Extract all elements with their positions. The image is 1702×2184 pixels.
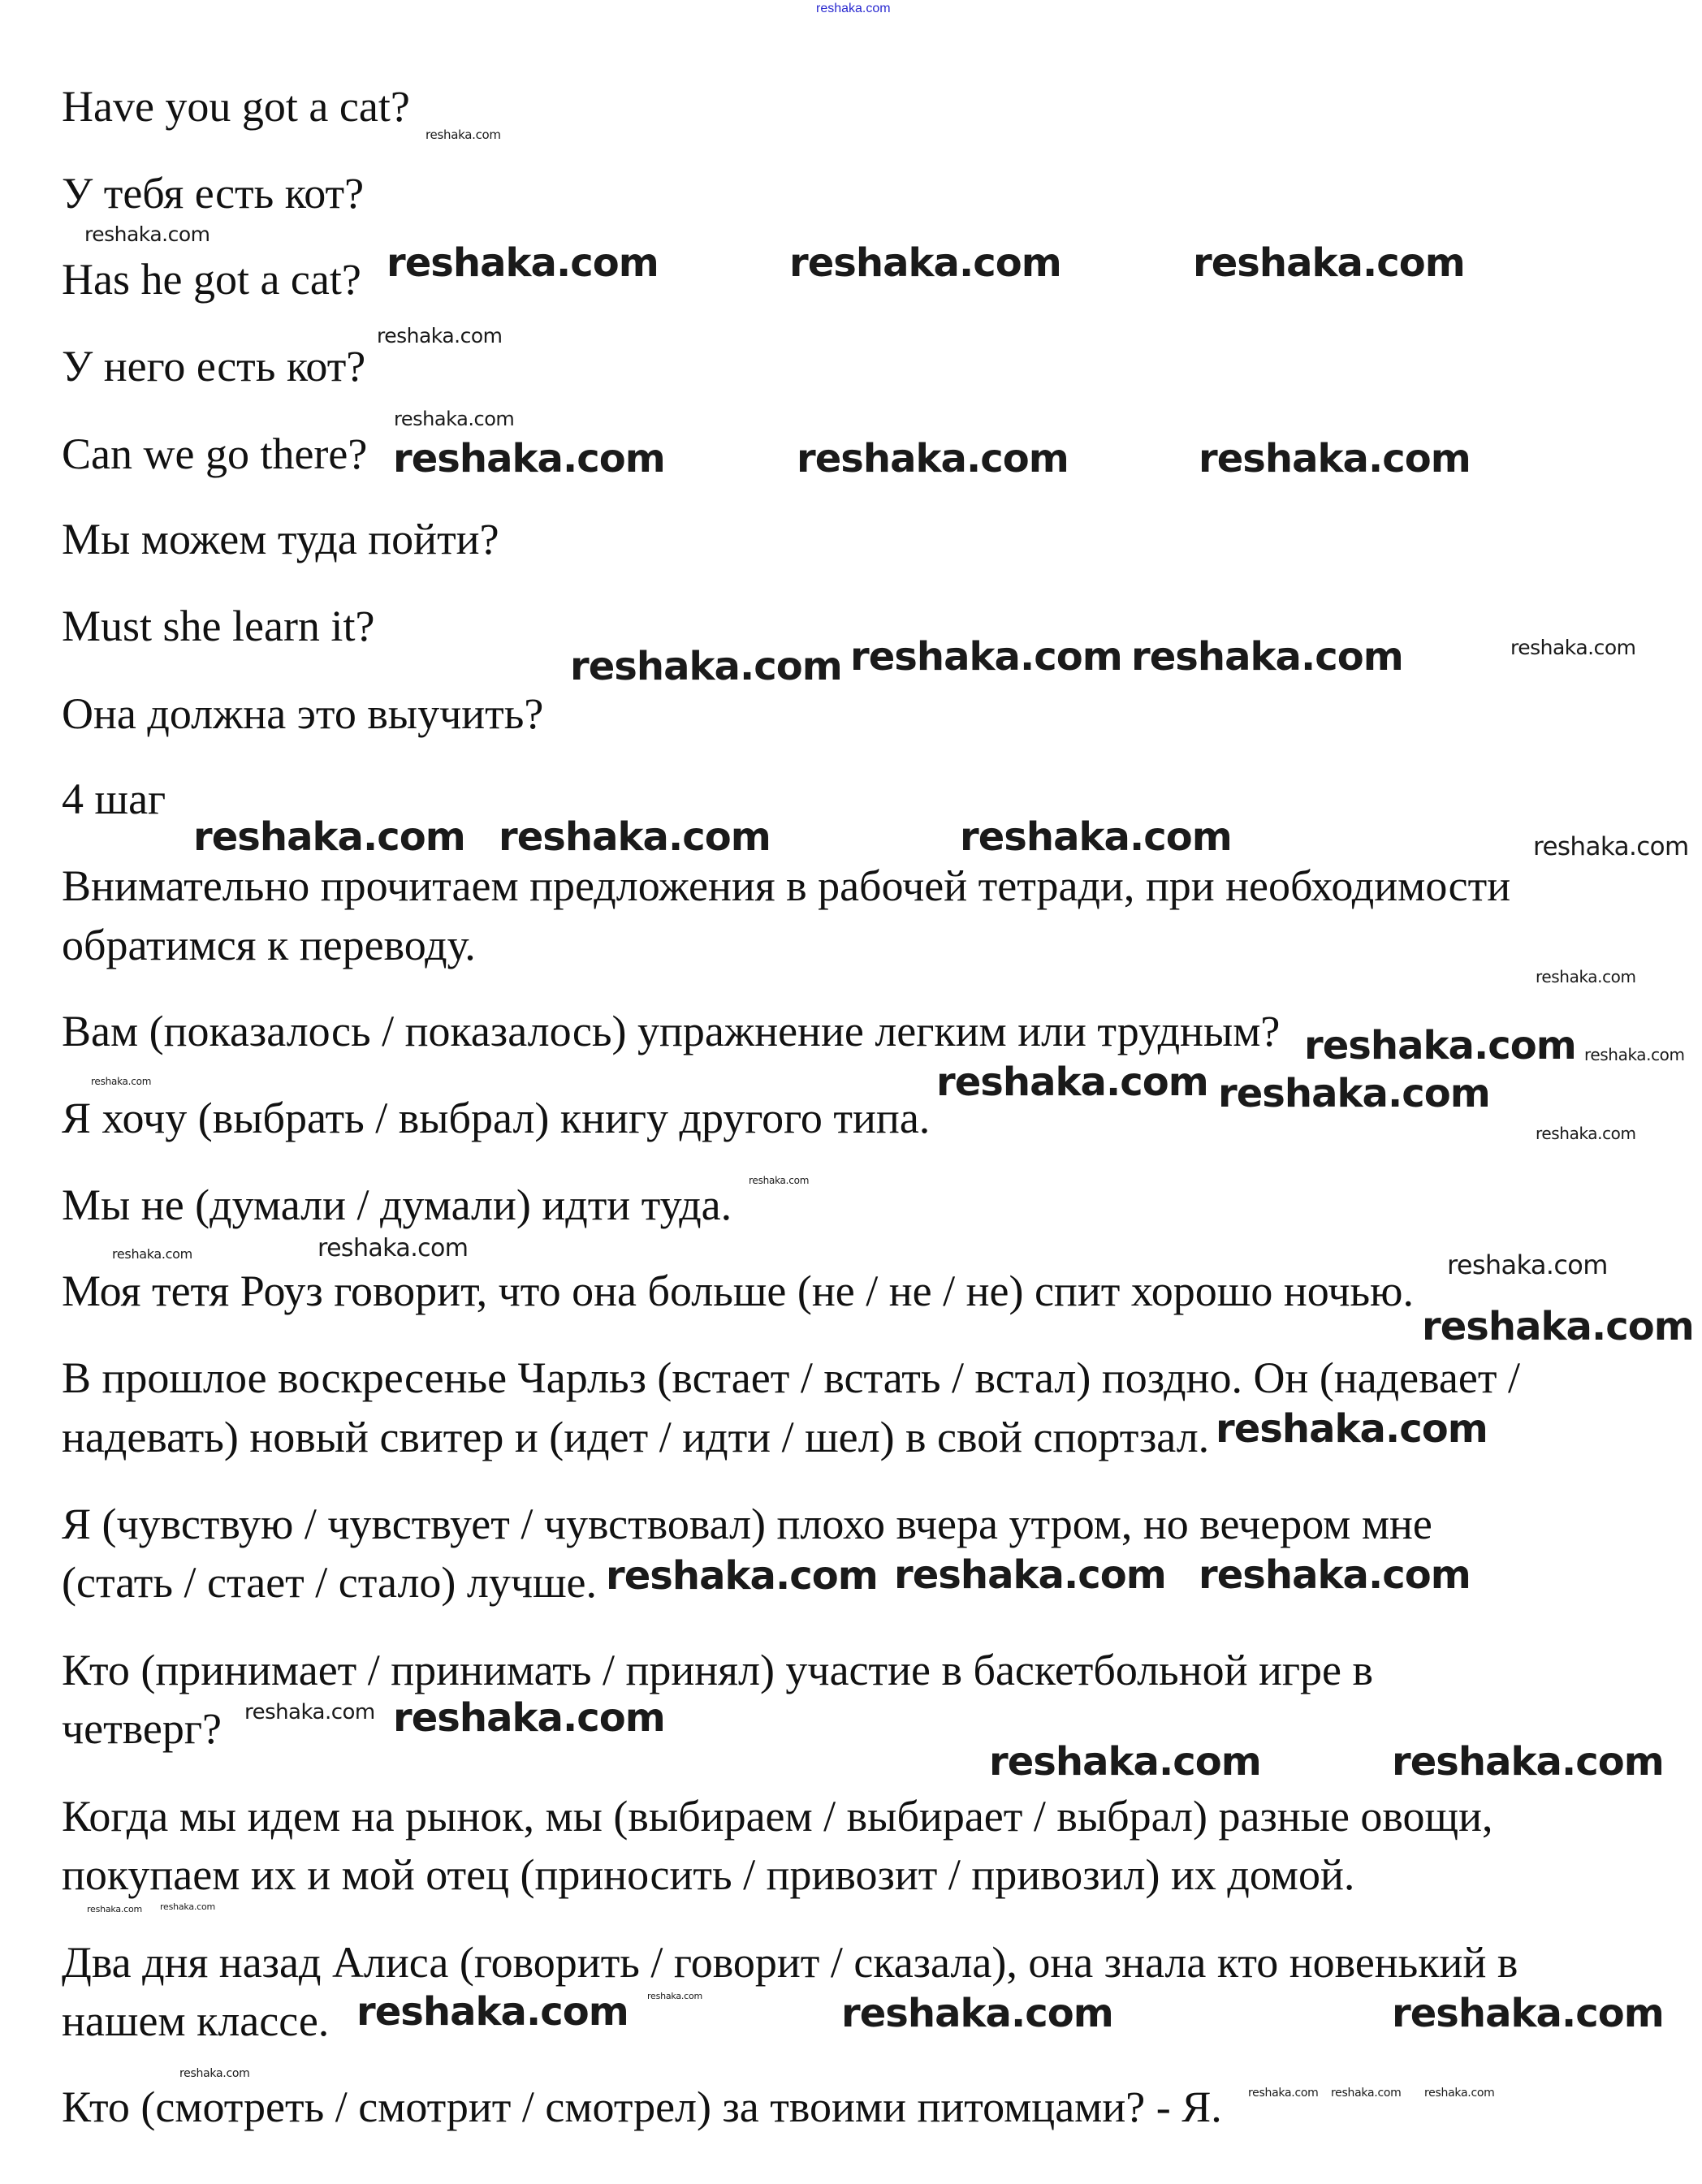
watermark: reshaka.com xyxy=(1447,1250,1608,1280)
text-line: надевать) новый свитер и (идет / идти / шел) в свой спортзал. xyxy=(62,1413,1210,1461)
text-line: Have you got a cat? xyxy=(62,82,410,131)
watermark: reshaka.com xyxy=(112,1246,192,1262)
watermark: reshaka.com xyxy=(789,240,1061,286)
watermark: reshaka.com xyxy=(1331,2087,1402,2100)
watermark: reshaka.com xyxy=(160,1901,215,1912)
watermark: reshaka.com xyxy=(377,324,503,347)
watermark: reshaka.com xyxy=(426,127,501,142)
text-line: Has he got a cat? xyxy=(62,255,361,304)
text-line: Моя тетя Роуз говорит, что она больше (не / не / не) спит хорошо ночью. xyxy=(62,1267,1414,1315)
watermark: reshaka.com xyxy=(749,1175,810,1186)
watermark: reshaka.com xyxy=(1218,1071,1490,1116)
watermark: reshaka.com xyxy=(894,1552,1166,1598)
watermark: reshaka.com xyxy=(570,644,842,689)
watermark: reshaka.com xyxy=(1199,436,1471,481)
step-heading: 4 шаг xyxy=(62,775,166,823)
watermark: reshaka.com xyxy=(1510,636,1636,659)
watermark: reshaka.com xyxy=(387,240,659,286)
text-line: Я хочу (выбрать / выбрал) книгу другого типа. xyxy=(62,1094,931,1142)
watermark: reshaka.com xyxy=(1131,634,1403,680)
watermark: reshaka.com xyxy=(797,436,1069,481)
watermark: reshaka.com xyxy=(393,1695,665,1741)
text-line: Кто (принимает / принимать / принял) участие в баскетбольной игре в xyxy=(62,1646,1373,1694)
text-line: нашем классе. xyxy=(62,1996,330,2045)
text-line: Когда мы идем на рынок, мы (выбираем / выбирает / выбрал) разные овощи, xyxy=(62,1792,1493,1841)
text-line: обратимся к переводу. xyxy=(62,921,476,969)
watermark: reshaka.com xyxy=(499,814,771,860)
watermark: reshaka.com xyxy=(394,408,515,430)
watermark: reshaka.com xyxy=(87,1904,142,1914)
watermark: reshaka.com xyxy=(936,1060,1208,1105)
watermark: reshaka.com xyxy=(1422,1304,1694,1349)
watermark: reshaka.com xyxy=(1424,2087,1495,2100)
watermark: reshaka.com xyxy=(960,814,1232,860)
text-line: У него есть кот? xyxy=(62,342,366,391)
text-line: Кто (смотреть / смотрит / смотрел) за твоими питомцами? - Я. xyxy=(62,2083,1222,2131)
watermark: reshaka.com xyxy=(1536,1124,1636,1143)
watermark: reshaka.com xyxy=(179,2067,250,2080)
watermark: reshaka.com xyxy=(356,1989,629,2035)
watermark: reshaka.com xyxy=(647,1991,702,2001)
text-line: Must she learn it? xyxy=(62,602,375,650)
watermark: reshaka.com xyxy=(1392,1991,1664,2036)
watermark: reshaka.com xyxy=(841,1991,1113,2036)
text-line: Она должна это выучить? xyxy=(62,689,544,738)
text-line: Внимательно прочитаем предложения в рабочей тетради, при необходимости xyxy=(62,861,1511,910)
text-line: В прошлое воскресенье Чарльз (встает / встать / встал) поздно. Он (надевает / xyxy=(62,1353,1520,1402)
text-line: Вам (показалось / показалось) упражнение легким или трудным? xyxy=(62,1007,1281,1055)
watermark: reshaka.com xyxy=(1216,1406,1488,1452)
header-watermark: reshaka.com xyxy=(816,2,891,15)
watermark: reshaka.com xyxy=(1533,832,1689,861)
watermark: reshaka.com xyxy=(850,634,1122,680)
watermark: reshaka.com xyxy=(1304,1023,1576,1068)
text-line: У тебя есть кот? xyxy=(62,169,365,218)
watermark: reshaka.com xyxy=(1248,2087,1319,2100)
watermark: reshaka.com xyxy=(1199,1552,1471,1598)
watermark: reshaka.com xyxy=(318,1234,469,1262)
watermark: reshaka.com xyxy=(91,1076,152,1087)
watermark: reshaka.com xyxy=(1193,240,1465,286)
text-line: Два дня назад Алиса (говорить / говорит / сказала), она знала кто новенький в xyxy=(62,1938,1518,1987)
text-line: Мы можем туда пойти? xyxy=(62,515,499,563)
text-line: Can we go there? xyxy=(62,429,368,478)
watermark: reshaka.com xyxy=(606,1553,878,1599)
watermark: reshaka.com xyxy=(1584,1045,1685,1064)
watermark: reshaka.com xyxy=(1536,967,1636,986)
watermark: reshaka.com xyxy=(244,1700,375,1724)
watermark: reshaka.com xyxy=(84,222,210,246)
text-line: покупаем их и мой отец (приносить / привозит / привозил) их домой. xyxy=(62,1850,1355,1899)
watermark: reshaka.com xyxy=(989,1739,1261,1785)
text-line: четверг? xyxy=(62,1704,222,1753)
text-line: Мы не (думали / думали) идти туда. xyxy=(62,1180,732,1229)
watermark: reshaka.com xyxy=(193,814,465,860)
watermark: reshaka.com xyxy=(393,436,665,481)
text-line: Я (чувствую / чувствует / чувствовал) плохо вчера утром, но вечером мне xyxy=(62,1500,1432,1548)
text-line: (стать / стает / стало) лучше. xyxy=(62,1558,598,1607)
watermark: reshaka.com xyxy=(1392,1739,1664,1785)
